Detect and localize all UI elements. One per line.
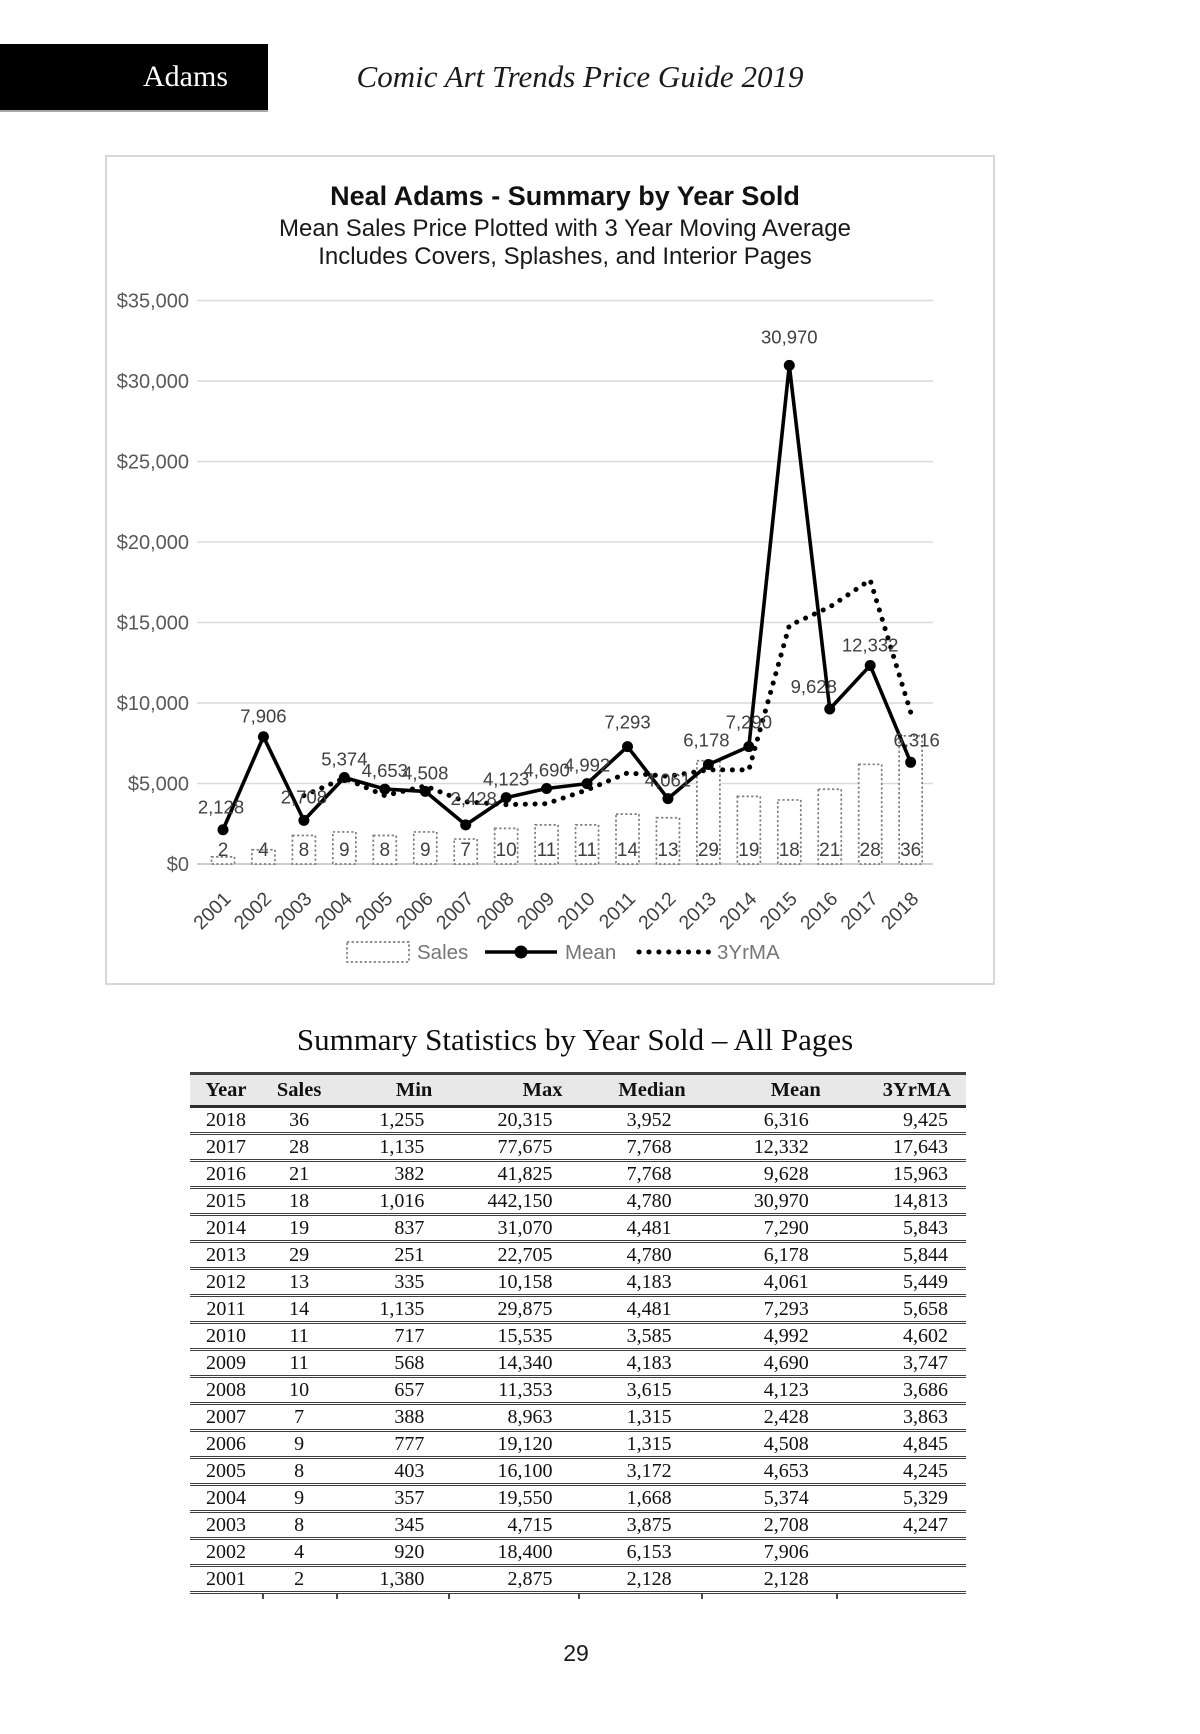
table-cell: 36 xyxy=(262,1107,336,1134)
table-title: Summary Statistics by Year Sold – All Pages xyxy=(296,1022,854,1057)
table-cell: 19 xyxy=(262,1215,336,1242)
table-cell: 3,952 xyxy=(578,1107,701,1134)
table-column-tick xyxy=(701,1594,703,1599)
mean-marker xyxy=(824,703,835,714)
y-tick-label: $25,000 xyxy=(116,451,189,474)
x-tick-label: 2017 xyxy=(836,887,883,935)
table-cell: 1,315 xyxy=(578,1404,701,1431)
mean-point-label: 2,128 xyxy=(197,796,245,818)
table-column-tick xyxy=(578,1594,580,1599)
y-tick-label: $15,000 xyxy=(116,612,189,635)
mean-point-label: 4,061 xyxy=(644,769,692,791)
table-row xyxy=(190,1404,966,1431)
mean-marker xyxy=(379,784,390,795)
table-cell: 7,768 xyxy=(578,1134,701,1161)
table-cell: 6,316 xyxy=(702,1107,837,1134)
x-tick-label: 2008 xyxy=(472,887,519,935)
table-header-median: Median xyxy=(578,1074,701,1107)
table-cell: 1,668 xyxy=(578,1485,701,1512)
table-cell: 3,875 xyxy=(578,1512,701,1539)
table-cell: 77,675 xyxy=(448,1134,578,1161)
table-cell: 2005 xyxy=(190,1458,262,1485)
table-cell: 8 xyxy=(262,1458,336,1485)
table-cell: 9,628 xyxy=(702,1161,837,1188)
sales-count-label: 9 xyxy=(339,840,350,861)
sales-count-label: 7 xyxy=(460,840,471,861)
table-row xyxy=(190,1323,966,1350)
table-cell: 2001 xyxy=(190,1566,262,1593)
mean-point-label: 9,628 xyxy=(790,675,837,697)
table-row xyxy=(190,1107,966,1134)
mean-point-label: 4,123 xyxy=(483,768,530,790)
table-cell: 2014 xyxy=(190,1215,262,1242)
sales-count-label: 11 xyxy=(577,840,597,861)
sales-count-label: 18 xyxy=(778,840,800,861)
table-cell: 4,508 xyxy=(702,1431,837,1458)
table-header-3yrma: 3YrMA xyxy=(837,1074,966,1107)
mean-point-label: 2,708 xyxy=(280,786,328,808)
table-cell: 30,970 xyxy=(702,1188,837,1215)
table-cell: 5,843 xyxy=(837,1215,966,1242)
table-row xyxy=(190,1269,966,1296)
table-cell: 9,425 xyxy=(837,1107,966,1134)
table-cell: 568 xyxy=(336,1350,448,1377)
table-cell: 11 xyxy=(262,1350,336,1377)
chart-panel xyxy=(105,155,995,985)
x-tick-label: 2014 xyxy=(715,887,762,935)
sales-count-label: 2 xyxy=(217,840,229,861)
table-cell: 1,135 xyxy=(336,1134,448,1161)
y-tick-label: $10,000 xyxy=(116,693,189,715)
table-cell: 4,061 xyxy=(702,1269,837,1296)
data-labels xyxy=(198,326,940,817)
mean-point-label: 4,508 xyxy=(402,762,449,784)
mean-point-label: 12,332 xyxy=(841,634,899,656)
legend-mean-marker xyxy=(515,946,528,959)
sales-count-label: 14 xyxy=(616,840,639,861)
table-cell: 19,550 xyxy=(448,1485,578,1512)
artist-tab xyxy=(0,44,268,112)
table-cell: 15,535 xyxy=(448,1323,578,1350)
legend-yrma-label: 3YrMA xyxy=(717,941,780,964)
table-cell: 4,183 xyxy=(578,1350,701,1377)
sales-count-label: 8 xyxy=(298,840,310,861)
mean-point-label: 7,293 xyxy=(604,711,651,733)
table-cell: 2018 xyxy=(190,1107,262,1134)
table-cell: 13 xyxy=(262,1269,336,1296)
table-cell: 1,380 xyxy=(336,1566,448,1593)
table-cell: 28 xyxy=(262,1134,336,1161)
table-cell: 2,128 xyxy=(578,1566,701,1593)
table-cell: 4,653 xyxy=(702,1458,837,1485)
table-cell: 335 xyxy=(336,1269,448,1296)
table-cell: 2004 xyxy=(190,1485,262,1512)
table-cell: 15,963 xyxy=(837,1161,966,1188)
table-cell: 657 xyxy=(336,1377,448,1404)
table-cell: 2015 xyxy=(190,1188,262,1215)
table-cell: 7 xyxy=(262,1404,336,1431)
table-cell: 7,290 xyxy=(702,1215,837,1242)
table-row xyxy=(190,1566,966,1593)
table-header-mean: Mean xyxy=(702,1074,837,1107)
sales-count-label: 21 xyxy=(819,840,841,861)
table-cell: 1,315 xyxy=(578,1431,701,1458)
mean-marker xyxy=(703,759,714,770)
y-tick-label: $30,000 xyxy=(116,371,189,393)
table-cell: 4,602 xyxy=(837,1323,966,1350)
table-cell: 345 xyxy=(336,1512,448,1539)
table-cell: 251 xyxy=(336,1242,448,1269)
table-cell: 5,329 xyxy=(837,1485,966,1512)
table-cell xyxy=(837,1539,966,1566)
table-cell: 10 xyxy=(262,1377,336,1404)
x-tick-label: 2006 xyxy=(391,887,438,935)
table-row xyxy=(190,1296,966,1323)
table-cell: 20,315 xyxy=(448,1107,578,1134)
x-tick-label: 2013 xyxy=(674,887,721,935)
table-row xyxy=(190,1458,966,1485)
table-cell: 14 xyxy=(262,1296,336,1323)
mean-point-label: 4,690 xyxy=(523,759,570,781)
table-cell: 3,172 xyxy=(578,1458,701,1485)
table-cell: 388 xyxy=(336,1404,448,1431)
table-cell: 2002 xyxy=(190,1539,262,1566)
table-cell: 382 xyxy=(336,1161,448,1188)
table-cell: 7,768 xyxy=(578,1161,701,1188)
table-cell: 19,120 xyxy=(448,1431,578,1458)
book-title: Comic Art Trends Price Guide 2019 xyxy=(356,59,804,94)
x-tick-label: 2016 xyxy=(796,887,843,935)
table-cell: 29,875 xyxy=(448,1296,578,1323)
table-cell: 2,128 xyxy=(702,1566,837,1593)
table-head xyxy=(190,1074,966,1107)
y-tick-label: $0 xyxy=(166,854,189,876)
table-cell: 5,658 xyxy=(837,1296,966,1323)
mean-point-label: 2,428 xyxy=(450,787,497,809)
table-row xyxy=(190,1512,966,1539)
table-cell: 31,070 xyxy=(448,1215,578,1242)
table-cell: 4,715 xyxy=(448,1512,578,1539)
sales-count-labels xyxy=(218,840,922,861)
table-cell: 442,150 xyxy=(448,1188,578,1215)
table-cell: 403 xyxy=(336,1458,448,1485)
table-cell: 2,428 xyxy=(702,1404,837,1431)
table-cell: 3,686 xyxy=(837,1377,966,1404)
table-cell: 8,963 xyxy=(448,1404,578,1431)
table-row xyxy=(190,1242,966,1269)
sales-count-label: 19 xyxy=(738,840,760,861)
summary-chart-svg xyxy=(107,157,993,983)
table-cell: 4,481 xyxy=(578,1296,701,1323)
table-row xyxy=(190,1188,966,1215)
table-cell: 4 xyxy=(262,1539,336,1566)
table-cell: 357 xyxy=(336,1485,448,1512)
x-tick-label: 2009 xyxy=(512,887,560,935)
table-cell: 14,813 xyxy=(837,1188,966,1215)
legend-sales-swatch xyxy=(347,942,409,962)
table-column-tick xyxy=(336,1594,338,1599)
table-row xyxy=(190,1539,966,1566)
sales-count-label: 29 xyxy=(697,840,719,861)
table-body xyxy=(190,1107,966,1593)
mean-point-label: 5,374 xyxy=(321,748,368,770)
x-tick-label: 2002 xyxy=(229,887,276,935)
mean-point-label: 6,316 xyxy=(893,729,940,751)
table-column-tick xyxy=(836,1594,838,1599)
sales-count-label: 9 xyxy=(419,840,431,861)
table-row xyxy=(190,1377,966,1404)
table-cell: 9 xyxy=(262,1431,336,1458)
table-cell: 4,845 xyxy=(837,1431,966,1458)
mean-point-label: 4,992 xyxy=(563,754,611,776)
table-cell: 3,863 xyxy=(837,1404,966,1431)
y-tick-label: $20,000 xyxy=(116,532,189,554)
table-cell: 777 xyxy=(336,1431,448,1458)
table-cell: 2,708 xyxy=(702,1512,837,1539)
x-tick-label: 2005 xyxy=(351,887,398,935)
mean-point-label: 6,178 xyxy=(683,729,730,751)
mean-point-label: 7,906 xyxy=(240,705,287,727)
table-cell: 5,844 xyxy=(837,1242,966,1269)
mean-marker xyxy=(865,660,876,671)
table-cell: 2006 xyxy=(190,1431,262,1458)
mean-marker xyxy=(622,741,633,752)
table-cell: 1,255 xyxy=(336,1107,448,1134)
table-cell: 2011 xyxy=(190,1296,262,1323)
table-cell: 4,183 xyxy=(578,1269,701,1296)
x-tick-label: 2004 xyxy=(310,887,357,935)
sales-count-label: 11 xyxy=(536,840,557,861)
y-tick-label: $5,000 xyxy=(127,773,189,796)
y-tick-label: $35,000 xyxy=(116,290,189,313)
table-cell: 2012 xyxy=(190,1269,262,1296)
x-tick-label: 2003 xyxy=(270,887,317,935)
table-cell: 7,906 xyxy=(702,1539,837,1566)
sales-count-label: 8 xyxy=(379,840,391,861)
table-cell: 22,705 xyxy=(448,1242,578,1269)
x-tick-label: 2001 xyxy=(189,887,236,935)
table-header-min: Min xyxy=(336,1074,448,1107)
table-cell: 920 xyxy=(336,1539,448,1566)
table-column-tick xyxy=(448,1594,450,1599)
table-cell: 9 xyxy=(262,1485,336,1512)
mean-marker xyxy=(460,819,471,830)
table-cell: 4,780 xyxy=(578,1242,701,1269)
chart-legend xyxy=(347,941,780,964)
sales-count-label: 10 xyxy=(495,840,517,861)
mean-marker xyxy=(339,772,350,783)
table-row xyxy=(190,1215,966,1242)
table-cell: 1,016 xyxy=(336,1188,448,1215)
table-cell: 4,245 xyxy=(837,1458,966,1485)
table-cell: 18 xyxy=(262,1188,336,1215)
chart-subtitle2: Includes Covers, Splashes, and Interior Pages xyxy=(318,243,812,270)
legend-mean-label: Mean xyxy=(565,941,617,964)
table-cell: 11 xyxy=(262,1323,336,1350)
x-tick-label: 2011 xyxy=(594,887,641,934)
table-row xyxy=(190,1485,966,1512)
mean-marker xyxy=(298,815,309,826)
x-tick-label: 2015 xyxy=(755,887,802,935)
sales-count-label: 28 xyxy=(859,840,881,861)
table-cell: 717 xyxy=(336,1323,448,1350)
mean-point-label: 4,653 xyxy=(361,760,408,782)
table-cell: 4,247 xyxy=(837,1512,966,1539)
table-cell: 3,747 xyxy=(837,1350,966,1377)
mean-marker xyxy=(784,360,795,371)
table-cell: 4,123 xyxy=(702,1377,837,1404)
sales-count-label: 36 xyxy=(900,840,922,861)
x-tick-label: 2010 xyxy=(553,887,600,935)
table-header-sales: Sales xyxy=(262,1074,336,1107)
table-cell: 10,158 xyxy=(448,1269,578,1296)
table-cell: 2016 xyxy=(190,1161,262,1188)
mean-marker xyxy=(218,824,229,835)
table-row xyxy=(190,1161,966,1188)
table-column-tick xyxy=(262,1594,264,1599)
mean-marker xyxy=(662,793,673,804)
table-cell: 14,340 xyxy=(448,1350,578,1377)
sales-count-label: 4 xyxy=(258,840,269,861)
mean-marker xyxy=(541,783,552,794)
table-cell: 2017 xyxy=(190,1134,262,1161)
mean-marker xyxy=(420,786,431,797)
table-cell: 17,643 xyxy=(837,1134,966,1161)
table-cell: 21 xyxy=(262,1161,336,1188)
table-cell: 2008 xyxy=(190,1377,262,1404)
table-row xyxy=(190,1431,966,1458)
table-cell: 2010 xyxy=(190,1323,262,1350)
mean-marker xyxy=(905,757,916,768)
x-tick-label: 2018 xyxy=(876,887,924,935)
table-cell: 12,332 xyxy=(702,1134,837,1161)
table-cell: 8 xyxy=(262,1512,336,1539)
mean-point-label: 30,970 xyxy=(761,326,818,348)
table-cell: 6,153 xyxy=(578,1539,701,1566)
table-cell: 2003 xyxy=(190,1512,262,1539)
table-cell: 16,100 xyxy=(448,1458,578,1485)
table-cell: 1,135 xyxy=(336,1296,448,1323)
table-cell: 2,875 xyxy=(448,1566,578,1593)
table-cell: 5,449 xyxy=(837,1269,966,1296)
table-cell: 6,178 xyxy=(702,1242,837,1269)
chart-titles xyxy=(279,181,851,270)
table-cell: 29 xyxy=(262,1242,336,1269)
page-number: 29 xyxy=(563,1640,589,1666)
mean-marker xyxy=(501,792,512,803)
table-cell: 2013 xyxy=(190,1242,262,1269)
table-cell: 18,400 xyxy=(448,1539,578,1566)
table-cell: 7,293 xyxy=(702,1296,837,1323)
table-header-row xyxy=(190,1074,966,1107)
table-cell: 2007 xyxy=(190,1404,262,1431)
table-cell: 3,615 xyxy=(578,1377,701,1404)
table-cell: 4,690 xyxy=(702,1350,837,1377)
x-tick-label: 2007 xyxy=(431,887,479,935)
table-cell: 3,585 xyxy=(578,1323,701,1350)
sales-count-label: 13 xyxy=(657,840,679,861)
table-header-year: Year xyxy=(190,1074,262,1107)
legend-sales-label: Sales xyxy=(417,941,469,964)
summary-table xyxy=(190,1072,966,1594)
x-axis-labels xyxy=(189,888,923,934)
table-cell: 2 xyxy=(262,1566,336,1593)
table-cell: 41,825 xyxy=(448,1161,578,1188)
mean-marker xyxy=(582,778,593,789)
mean-marker xyxy=(258,731,269,742)
chart-subtitle: Mean Sales Price Plotted with 3 Year Moving Average xyxy=(279,215,851,242)
table-cell: 5,374 xyxy=(702,1485,837,1512)
table-cell: 837 xyxy=(336,1215,448,1242)
x-tick-label: 2012 xyxy=(634,887,681,935)
chart-title: Neal Adams - Summary by Year Sold xyxy=(330,181,800,211)
table-row xyxy=(190,1350,966,1377)
mean-marker xyxy=(743,741,754,752)
table-cell: 4,780 xyxy=(578,1188,701,1215)
table-cell xyxy=(837,1566,966,1593)
mean-point-label: 7,290 xyxy=(725,711,772,733)
table-cell: 4,481 xyxy=(578,1215,701,1242)
table-cell: 11,353 xyxy=(448,1377,578,1404)
table-cell: 4,992 xyxy=(702,1323,837,1350)
table-header-max: Max xyxy=(448,1074,578,1107)
table-cell: 2009 xyxy=(190,1350,262,1377)
table-row xyxy=(190,1134,966,1161)
artist-label: Adams xyxy=(143,60,228,93)
